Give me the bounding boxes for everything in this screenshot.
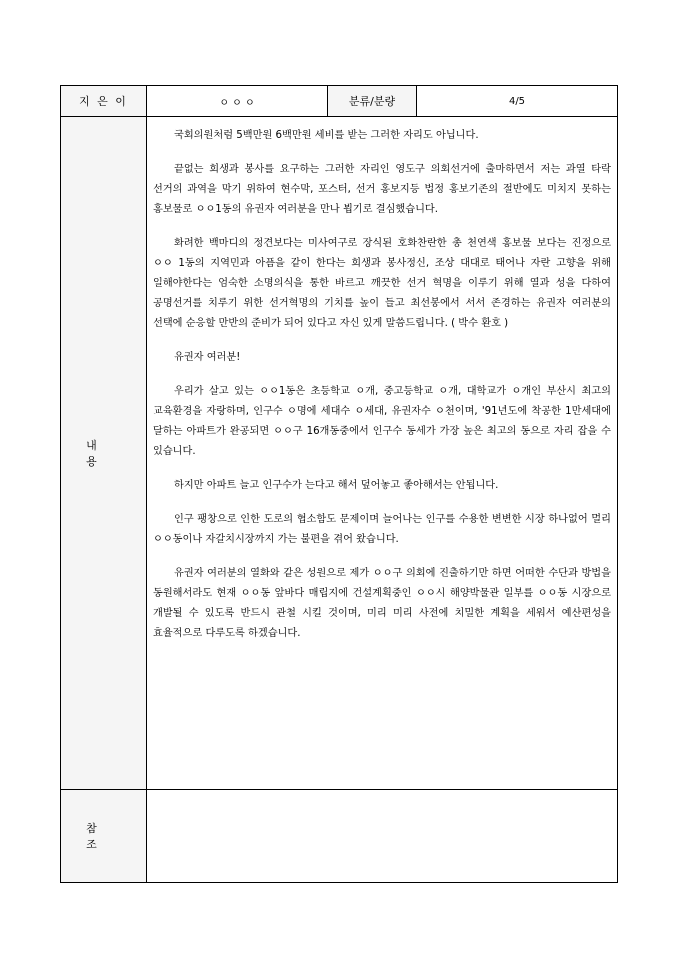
- author-label: 지 은 이: [61, 86, 147, 117]
- content-label: 내 용: [61, 117, 147, 790]
- content-row: [61, 117, 618, 790]
- paragraph-5: 우리가 살고 있는 ㅇㅇ1동은 초등학교 ㅇ개, 중고등학교 ㅇ개, 대학교가 ㅇ개인 부산시 최고의 교육환경을 자랑하며, 인구수 ㅇ명에 세대수 ㅇ세대, 유권자수 ㅇ천이며, '91년도에 착공한 1만세대에 달하는 아파트가 완공되면 ㅇㅇ구 16개동중에서 인구수 동세가 가장 높은 최고의 동으로 자리 잡을 수 있습니다.: [153, 386, 611, 457]
- speech-document-table: [60, 85, 618, 883]
- paragraph-8: 유권자 여러분의 열화와 같은 성원으로 제가 ㅇㅇ구 의회에 진출하기만 하면 어떠한 수단과 방법을 동원해서라도 현재 ㅇㅇ동 앞바다 매립지에 건설계획중인 ㅇㅇ시 해양박물관 일부를 ㅇㅇ동 시장으로 개발될 수 있도록 반드시 관철 시킬 것이며, 미리 미리 사전에 치밀한 계획을 세워서 예산편성을 효율적으로 다루도록 하겠습니다.: [153, 568, 611, 639]
- paragraph-2: 끝없는 희생과 봉사를 요구하는 그러한 자리인 영도구 의회선거에 출마하면서 저는 과열 타락 선거의 과역을 막기 위하여 현수막, 포스터, 선거 홍보지등 법정 홍보기존의 절반에도 미치지 못하는 홍보물로 ㅇㅇ1동의 유권자 여러분을 만나 뵙기로 결심했습니다.: [153, 164, 611, 215]
- paragraph-6: 하지만 아파트 늘고 인구수가 는다고 해서 덮어놓고 좋아해서는 안됩니다.: [174, 480, 499, 491]
- header-row: [61, 86, 618, 117]
- category-value: 4/5: [417, 86, 618, 117]
- paragraph-4: 유권자 여러분!: [174, 352, 241, 363]
- content-body: [147, 117, 618, 790]
- author-value: ㅇ ㅇ ㅇ: [147, 86, 328, 117]
- paragraph-7: 인구 팽창으로 인한 도로의 협소함도 문제이며 늘어나는 인구를 수용한 변변한 시장 하나없어 멀리 ㅇㅇ동이나 자갈치시장까지 가는 불편을 겪어 왔습니다.: [153, 514, 611, 545]
- paragraph-1: 국회의원처럼 5백만원 6백만원 세비를 받는 그러한 자리도 아닙니다.: [174, 130, 479, 141]
- category-label: 분류/분량: [328, 86, 417, 117]
- reference-row: [61, 790, 618, 883]
- paragraph-3: 화려한 백마디의 정견보다는 미사여구로 장식된 호화찬란한 총 천연색 홍보물 보다는 진정으로 ㅇㅇ 1동의 지역민과 아픔을 같이 한다는 희생과 봉사정신, 조상 대대로 태어나 자란 고향을 위해 일해야한다는 엄숙한 소명의식을 통한 바르고 깨끗한 선거 혁명을 이루기 위해 열과 성을 다하여 공명선거를 치루기 위한 선거혁명의 기치를 높이 들고 최선봉에서 서서 존경하는 유권자 여러분의 선택에 순응할 만반의 준비가 되어 있다고 자신 있게 말씀드립니다. ( 박수 환호 ): [153, 238, 611, 329]
- reference-label: 참 조: [61, 790, 147, 883]
- reference-value: [147, 790, 618, 883]
